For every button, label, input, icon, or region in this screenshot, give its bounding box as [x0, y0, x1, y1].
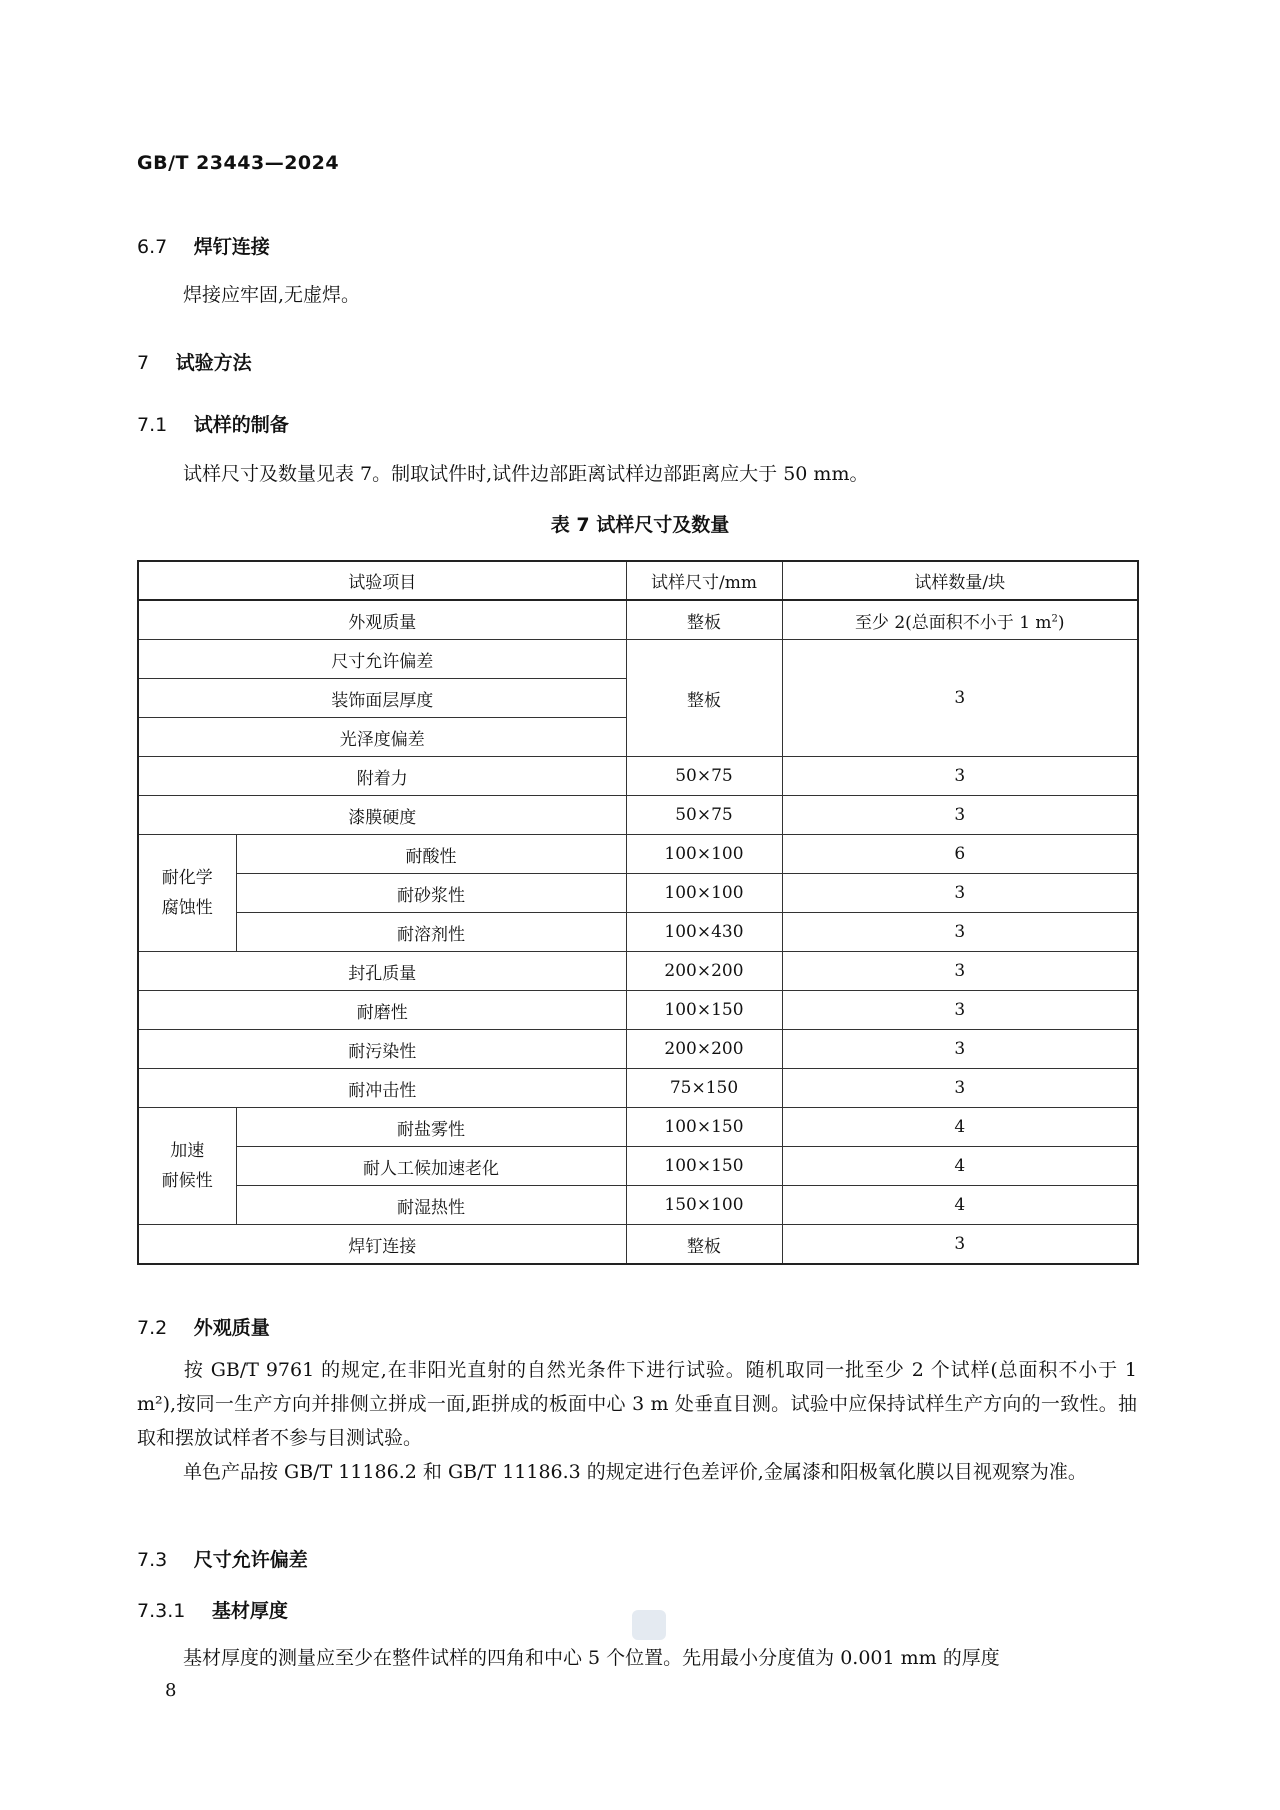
cell-item: 焊钉连接	[138, 1225, 626, 1265]
qty-superscript: 2	[1051, 612, 1058, 624]
cell-qty: 4	[782, 1147, 1138, 1186]
cell-item: 耐人工候加速老化	[236, 1147, 626, 1186]
table-row	[138, 1225, 1138, 1265]
section-number: 7	[137, 352, 150, 374]
cell-qty: 3	[782, 640, 1138, 757]
cell-size: 100×430	[626, 913, 782, 952]
cell-item: 光泽度偏差	[138, 718, 626, 757]
group-label-line: 耐候性	[161, 1171, 213, 1191]
table-row	[138, 600, 1138, 640]
paragraph-text: 基材厚度的测量应至少在整件试样的四角和中心 5 个位置。先用最小分度值为 0.001 mm 的厚度	[183, 1647, 1000, 1669]
cell-size: 75×150	[626, 1069, 782, 1108]
section-number: 6.7	[137, 236, 168, 258]
qty-text: 至少 2(总面积不小于 1 m	[854, 612, 1052, 633]
paragraph-text: 焊接应牢固,无虚焊。	[183, 284, 361, 306]
table-row	[138, 640, 1138, 679]
cell-size: 100×150	[626, 1108, 782, 1147]
cell-qty: 6	[782, 835, 1138, 874]
cell-item: 耐盐雾性	[236, 1108, 626, 1147]
paragraph-text: 单色产品按 GB/T 11186.2 和 GB/T 11186.3 的规定进行色差评价,金属漆和阳极氧化膜以目视观察为准。	[183, 1461, 1087, 1483]
cell-size: 100×100	[626, 835, 782, 874]
cell-item: 耐酸性	[236, 835, 626, 874]
section-title: 基材厚度	[211, 1600, 288, 1622]
cell-item: 附着力	[138, 757, 626, 796]
cell-qty: 3	[782, 1225, 1138, 1265]
section-number: 7.1	[137, 414, 168, 436]
section-heading-7-3-1	[137, 1596, 288, 1623]
cell-qty	[782, 600, 1138, 640]
cell-item: 尺寸允许偏差	[138, 640, 626, 679]
paragraph-7-1	[137, 457, 1137, 491]
section-title: 焊钉连接	[193, 236, 270, 258]
paragraph-7-2-1	[137, 1353, 1137, 1455]
table-7	[137, 560, 1139, 1265]
watermark-logo	[632, 1610, 666, 1640]
section-heading-7	[137, 348, 252, 375]
cell-size: 整板	[626, 600, 782, 640]
cell-size: 100×150	[626, 991, 782, 1030]
cell-size: 50×75	[626, 757, 782, 796]
cell-size: 100×150	[626, 1147, 782, 1186]
section-heading-6-7	[137, 232, 270, 259]
table-row	[138, 874, 1138, 913]
cell-qty: 3	[782, 1069, 1138, 1108]
section-number: 7.3.1	[137, 1600, 186, 1622]
group-label-chemical	[138, 835, 236, 952]
cell-item: 耐湿热性	[236, 1186, 626, 1225]
header-qty: 试样数量/块	[782, 561, 1138, 600]
paragraph-text: 按 GB/T 9761 的规定,在非阳光直射的自然光条件下进行试验。随机取同一批至少 2 个试样(总面积不小于 1 m²),按同一生产方向并排侧立拼成一面,距拼成的板面中心 3 m 处垂直目测。试验中应保持试样生产方向的一致性。抽取和摆放试样者不参与目测试验。	[137, 1359, 1137, 1449]
cell-qty: 3	[782, 991, 1138, 1030]
cell-qty: 3	[782, 1030, 1138, 1069]
paragraph-6-7	[137, 278, 1137, 312]
table-row	[138, 1030, 1138, 1069]
cell-size: 150×100	[626, 1186, 782, 1225]
table-row	[138, 952, 1138, 991]
table-row	[138, 796, 1138, 835]
section-title: 尺寸允许偏差	[193, 1549, 308, 1571]
cell-item: 耐磨性	[138, 991, 626, 1030]
cell-item: 耐溶剂性	[236, 913, 626, 952]
cell-qty: 4	[782, 1108, 1138, 1147]
section-heading-7-1	[137, 410, 289, 437]
standard-number: GB/T 23443—2024	[137, 152, 340, 174]
cell-size: 200×200	[626, 1030, 782, 1069]
cell-item: 封孔质量	[138, 952, 626, 991]
table-row	[138, 991, 1138, 1030]
table-row	[138, 835, 1138, 874]
table-row	[138, 1186, 1138, 1225]
table-row	[138, 757, 1138, 796]
cell-item: 耐冲击性	[138, 1069, 626, 1108]
cell-qty: 3	[782, 796, 1138, 835]
group-label-line: 加速	[170, 1141, 205, 1161]
section-title: 试样的制备	[193, 414, 289, 436]
cell-size: 100×100	[626, 874, 782, 913]
table-caption: 表 7 试样尺寸及数量	[550, 514, 730, 536]
header-size: 试样尺寸/mm	[626, 561, 782, 600]
section-number: 7.3	[137, 1549, 168, 1571]
cell-item: 耐污染性	[138, 1030, 626, 1069]
section-heading-7-2	[137, 1313, 270, 1340]
cell-qty: 3	[782, 913, 1138, 952]
cell-qty: 4	[782, 1186, 1138, 1225]
section-title: 试验方法	[175, 352, 252, 374]
cell-item: 耐砂浆性	[236, 874, 626, 913]
cell-item: 装饰面层厚度	[138, 679, 626, 718]
header-item: 试验项目	[138, 561, 626, 600]
section-title: 外观质量	[193, 1317, 270, 1339]
table-row	[138, 1147, 1138, 1186]
cell-qty: 3	[782, 757, 1138, 796]
group-label-line: 腐蚀性	[161, 898, 213, 918]
section-heading-7-3	[137, 1545, 308, 1572]
cell-item: 漆膜硬度	[138, 796, 626, 835]
cell-size: 200×200	[626, 952, 782, 991]
table-row	[138, 913, 1138, 952]
section-number: 7.2	[137, 1317, 168, 1339]
paragraph-text: 试样尺寸及数量见表 7。制取试件时,试件边部距离试样边部距离应大于 50 mm。	[183, 463, 869, 485]
paragraph-7-3-1	[137, 1641, 1137, 1675]
cell-qty: 3	[782, 952, 1138, 991]
page-number: 8	[165, 1680, 177, 1701]
cell-item: 外观质量	[138, 600, 626, 640]
cell-size: 50×75	[626, 796, 782, 835]
table-header-row	[138, 561, 1138, 600]
cell-qty: 3	[782, 874, 1138, 913]
group-label-line: 耐化学	[161, 868, 213, 888]
paragraph-7-2-2	[137, 1455, 1137, 1489]
qty-text-end: )	[1057, 612, 1065, 633]
table-row	[138, 1069, 1138, 1108]
cell-size: 整板	[626, 640, 782, 757]
group-label-weathering	[138, 1108, 236, 1225]
table-row	[138, 1108, 1138, 1147]
cell-size: 整板	[626, 1225, 782, 1265]
